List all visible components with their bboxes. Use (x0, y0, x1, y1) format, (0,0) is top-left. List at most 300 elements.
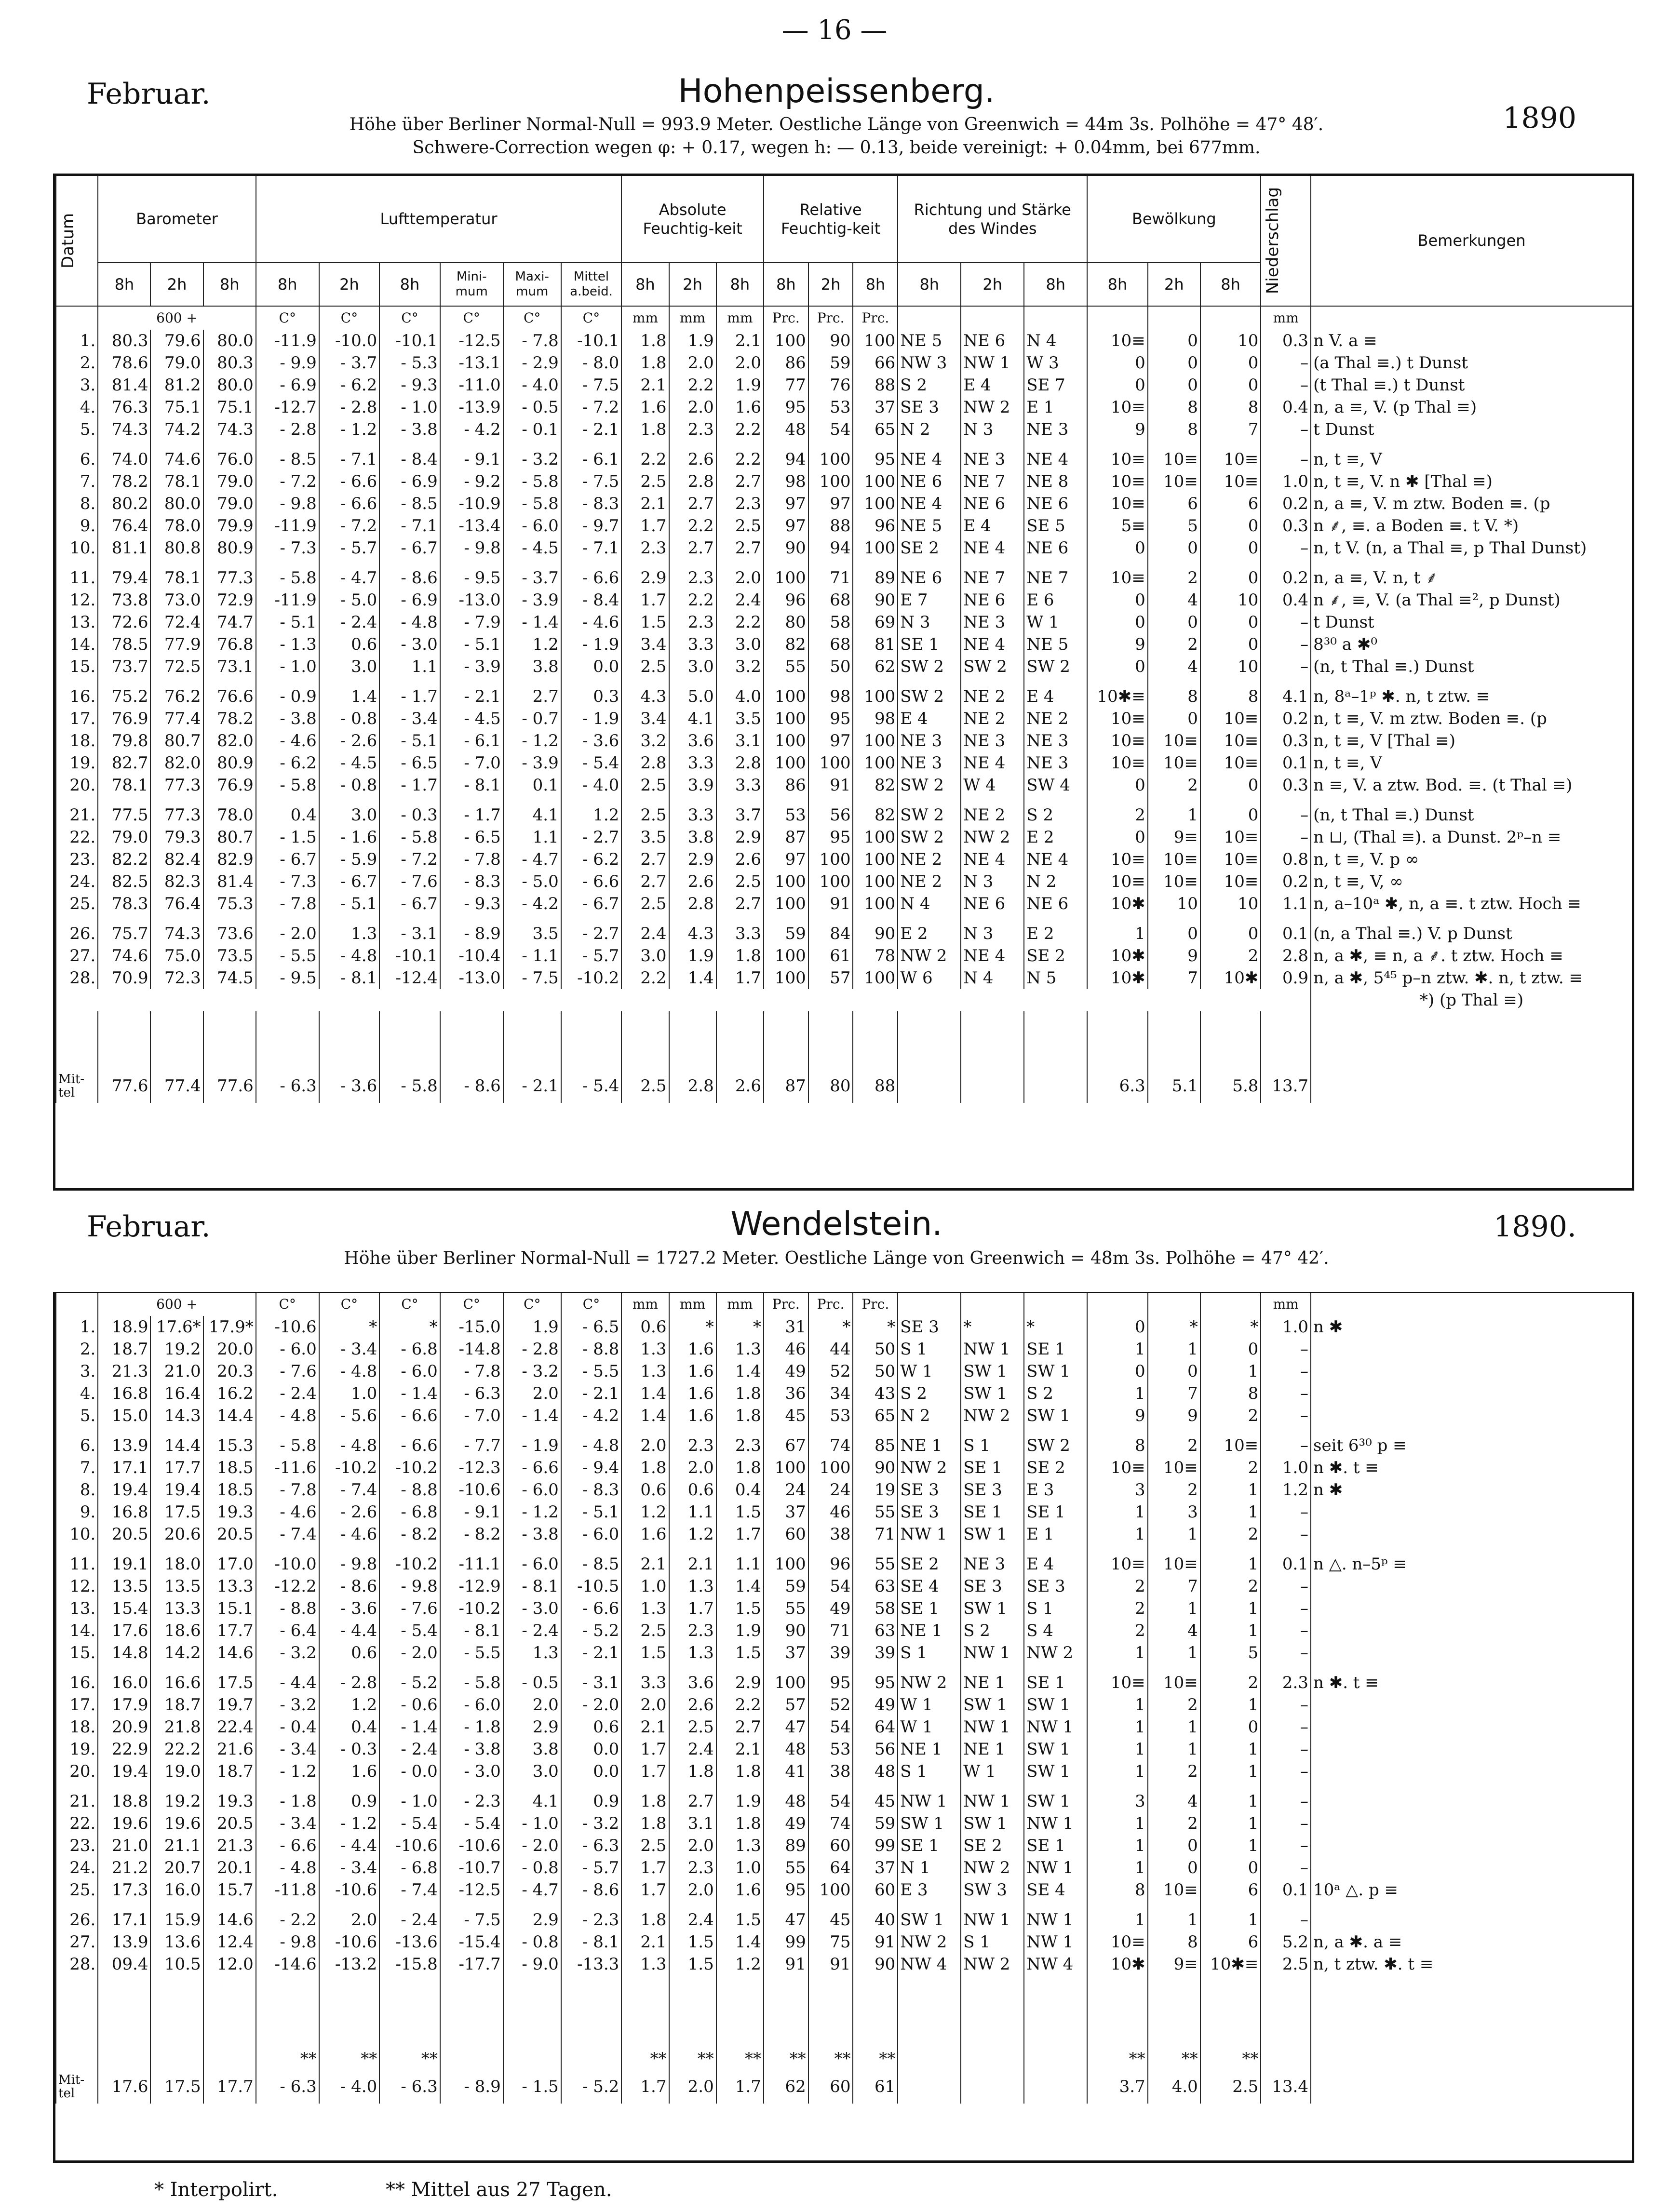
data-cell: 3.3 (669, 752, 716, 774)
table-row (56, 1642, 1632, 1664)
data-cell: - 0.4 (256, 1716, 319, 1738)
data-cell: - 2.4 (379, 1738, 440, 1760)
data-cell: 50 (853, 1360, 898, 1382)
data-cell: 2.1 (621, 1545, 669, 1575)
data-cell: 1.3 (621, 1360, 669, 1382)
remark-cell: 10ᵃ △. p ≡ (1311, 1879, 1632, 1901)
table-row (56, 871, 1632, 893)
data-cell: 2.5 (716, 515, 764, 537)
data-cell: 97 (764, 515, 808, 537)
data-cell: 31 (764, 1316, 808, 1338)
mean-cell: 77.6 (98, 1069, 150, 1103)
data-cell: - 7.0 (440, 752, 503, 774)
data-cell: 1.8 (621, 352, 669, 374)
data-cell: - 3.4 (256, 1738, 319, 1760)
data-cell: NW 1 (1024, 1716, 1087, 1738)
data-cell: 10≡ (1200, 441, 1261, 470)
table-row (56, 374, 1632, 396)
data-cell: 15.9 (150, 1901, 203, 1931)
data-cell: - 0.6 (379, 1694, 440, 1716)
data-cell: 56 (853, 1738, 898, 1760)
data-cell: 84 (808, 915, 853, 945)
data-cell: - 3.2 (503, 1360, 561, 1382)
data-cell: - 6.9 (379, 589, 440, 611)
data-cell: 18.7 (150, 1694, 203, 1716)
data-cell: 73.8 (98, 589, 150, 611)
data-cell: - 3.9 (503, 752, 561, 774)
data-cell: 10≡ (1087, 1931, 1148, 1953)
data-cell: 19.0 (150, 1760, 203, 1783)
mean-mark: ** (853, 2048, 898, 2070)
data-cell: 82 (853, 796, 898, 826)
data-cell: NW 2 (898, 1931, 961, 1953)
data-cell: 0 (1200, 774, 1261, 796)
row-date: 28. (56, 967, 98, 989)
remark-cell (1311, 1901, 1632, 1931)
data-cell: 48 (853, 1760, 898, 1783)
data-cell: - 1.2 (319, 1812, 380, 1835)
remark-cell (1311, 1597, 1632, 1620)
data-cell: - 2.7 (561, 826, 622, 848)
data-cell: 76.4 (150, 893, 203, 915)
data-cell: 14.3 (150, 1405, 203, 1427)
remark-cell: n V. a ≡ (1311, 330, 1632, 352)
empty-cell (503, 1975, 561, 2048)
table-row (56, 1316, 1632, 1338)
data-cell: 72.4 (150, 611, 203, 633)
data-cell: 98 (764, 470, 808, 493)
data-cell: 10✱≡ (1087, 678, 1148, 708)
data-cell: - 8.6 (379, 559, 440, 589)
data-cell: 82.2 (98, 848, 150, 871)
data-cell: 2.8 (669, 470, 716, 493)
data-cell: 19.1 (98, 1545, 150, 1575)
data-cell: 77.3 (150, 774, 203, 796)
data-cell: 37 (764, 1501, 808, 1523)
table-row (56, 708, 1632, 730)
remark-cell: n, a ≡, V. m ztw. Boden ≡. (p (1311, 493, 1632, 515)
table-row (56, 330, 1632, 352)
data-cell: 77 (764, 374, 808, 396)
table-row (56, 352, 1632, 374)
data-cell: 1.1 (379, 656, 440, 678)
data-cell: NE 5 (898, 515, 961, 537)
data-cell: NE 4 (961, 848, 1024, 871)
unit-cell: C° (319, 306, 380, 330)
data-cell: -11.1 (440, 1545, 503, 1575)
data-cell: 21.3 (203, 1835, 256, 1857)
data-cell: - 3.9 (440, 656, 503, 678)
data-cell: 77.5 (98, 796, 150, 826)
table-row (56, 1597, 1632, 1620)
mean-mark: ** (1148, 2048, 1200, 2070)
data-cell: -10.1 (379, 330, 440, 352)
table-row (56, 537, 1632, 559)
data-cell: 0 (1200, 559, 1261, 589)
data-cell: 80.0 (203, 374, 256, 396)
mean-mark (203, 2048, 256, 2070)
data-cell: 100 (808, 470, 853, 493)
data-cell: 0 (1148, 611, 1200, 633)
data-cell: 2.7 (621, 871, 669, 893)
data-cell: SW 2 (898, 826, 961, 848)
data-cell: - 7.5 (503, 967, 561, 989)
data-cell: - 5.0 (319, 589, 380, 611)
data-cell: 0 (1087, 774, 1148, 796)
mean-cell: 62 (764, 2070, 808, 2104)
data-cell: E 4 (961, 515, 1024, 537)
mean-mark: ** (764, 2048, 808, 2070)
empty-cell (764, 1975, 808, 2048)
data-cell: - 5.2 (379, 1664, 440, 1694)
data-cell: - 7.5 (561, 470, 622, 493)
empty-cell (1087, 1975, 1148, 2048)
data-cell: 10≡ (1148, 752, 1200, 774)
data-cell: - 5.7 (319, 537, 380, 559)
data-cell: 79.9 (203, 515, 256, 537)
row-date: 15. (56, 656, 98, 678)
empty-cell (56, 989, 1311, 1011)
data-cell: 76.9 (203, 774, 256, 796)
col-lufttemperatur: Lufttemperatur (256, 176, 622, 263)
data-cell: 1.3 (669, 1575, 716, 1597)
data-cell: 10✱ (1087, 1953, 1148, 1975)
data-cell: 1.7 (621, 1760, 669, 1783)
data-cell: - 5.1 (319, 893, 380, 915)
data-cell: 91 (808, 774, 853, 796)
sub-8h: 8h (203, 263, 256, 306)
data-cell: 54 (808, 1575, 853, 1597)
data-cell: 4 (1148, 656, 1200, 678)
data-cell: NE 4 (961, 537, 1024, 559)
data-cell: SW 1 (1024, 1694, 1087, 1716)
data-cell: - 6.0 (503, 1545, 561, 1575)
data-cell: 46 (808, 1501, 853, 1523)
data-cell: 94 (808, 537, 853, 559)
remark-cell: n ≡, V. a ztw. Bod. ≡. (t Thal ≡) (1311, 774, 1632, 796)
data-cell: 1.5 (669, 1931, 716, 1953)
data-cell: 2.0 (669, 1835, 716, 1857)
data-cell: - 5.4 (379, 1620, 440, 1642)
spacer-row (56, 1975, 1632, 2048)
data-cell: - 8.0 (561, 352, 622, 374)
data-cell: NE 2 (961, 796, 1024, 826)
data-cell: -13.9 (440, 396, 503, 418)
data-cell: 7 (1148, 1382, 1200, 1405)
data-cell: 5.2 (1261, 1931, 1311, 1953)
mean-mark: ** (808, 2048, 853, 2070)
data-cell: 0.1 (503, 774, 561, 796)
table-row (56, 493, 1632, 515)
row-date: 3. (56, 374, 98, 396)
data-cell: - 3.1 (561, 1664, 622, 1694)
data-table-hohenpeissenberg (55, 176, 1632, 1103)
sub-maximum: Maxi-mum (503, 263, 561, 306)
data-cell: -10.0 (319, 330, 380, 352)
data-cell: SW 2 (961, 656, 1024, 678)
data-cell: NE 3 (961, 611, 1024, 633)
unit-cell: C° (379, 1293, 440, 1316)
remark-cell (1311, 1501, 1632, 1523)
empty-cell (561, 1975, 622, 2048)
data-cell: - 4.4 (256, 1664, 319, 1694)
data-cell: 2.0 (669, 1457, 716, 1479)
data-cell: – (1261, 1405, 1311, 1427)
remark-cell (1311, 1760, 1632, 1783)
data-cell: SE 2 (1024, 1457, 1087, 1479)
data-cell: - 8.6 (561, 1879, 622, 1901)
data-cell: NW 2 (961, 1857, 1024, 1879)
data-cell: 2.3 (716, 1427, 764, 1457)
data-cell: 82.9 (203, 848, 256, 871)
station-title: Hohenpeissenberg. (678, 72, 995, 110)
data-cell: 78.2 (98, 470, 150, 493)
data-cell: 5≡ (1087, 515, 1148, 537)
data-cell: 80.8 (150, 537, 203, 559)
data-cell: 20.1 (203, 1857, 256, 1879)
data-cell: 2 (1200, 1523, 1261, 1545)
empty-cell (1261, 1011, 1311, 1069)
data-cell: 0.9 (561, 1783, 622, 1812)
data-cell: 1.7 (621, 1857, 669, 1879)
unit-cell (898, 306, 961, 330)
data-cell: 10✱ (1087, 967, 1148, 989)
data-cell: 1.3 (621, 1338, 669, 1360)
remark-cell: n, 8ᵃ–1ᵖ ✱. n, t ztw. ≡ (1311, 678, 1632, 708)
data-cell: 2.5 (716, 871, 764, 893)
mean-mark: ** (1087, 2048, 1148, 2070)
unit-cell (1311, 306, 1632, 330)
mean-cell: 61 (853, 2070, 898, 2104)
mean-mark: ** (256, 2048, 319, 2070)
data-cell: 2.1 (669, 1545, 716, 1575)
data-cell: - 8.8 (379, 1479, 440, 1501)
data-cell: 87 (764, 826, 808, 848)
data-cell: - 3.8 (440, 1738, 503, 1760)
data-cell: 3.1 (669, 1812, 716, 1835)
data-cell: - 7.5 (561, 374, 622, 396)
data-cell: - 2.6 (319, 1501, 380, 1523)
data-cell: - 3.0 (503, 1597, 561, 1620)
data-cell: - 9.5 (440, 559, 503, 589)
data-cell: NE 6 (898, 470, 961, 493)
data-cell: NE 2 (961, 708, 1024, 730)
data-cell: 1.4 (716, 1931, 764, 1953)
unit-cell: mm (669, 306, 716, 330)
sub-2h: 2h (150, 263, 203, 306)
data-cell: 22.4 (203, 1716, 256, 1738)
data-cell: 0 (1087, 537, 1148, 559)
data-cell: W 1 (898, 1694, 961, 1716)
remark-cell: n, t ztw. ✱. t ≡ (1311, 1953, 1632, 1975)
empty-cell (621, 1011, 669, 1069)
table-row (56, 1360, 1632, 1382)
mean-cell (1311, 2070, 1632, 2104)
unit-cell: C° (319, 1293, 380, 1316)
data-cell: - 9.8 (256, 1931, 319, 1953)
mean-mark: ** (1200, 2048, 1261, 2070)
data-cell: 2.3 (669, 611, 716, 633)
data-cell: 1 (1087, 1738, 1148, 1760)
row-date: 7. (56, 470, 98, 493)
data-cell: - 8.6 (319, 1575, 380, 1597)
data-cell: 76.2 (150, 678, 203, 708)
data-cell: 0.1 (1261, 1879, 1311, 1901)
remark-cell (1311, 1783, 1632, 1812)
data-cell: 2.2 (716, 418, 764, 441)
month-label: Februar. (87, 1210, 211, 1244)
empty-cell (808, 1011, 853, 1069)
data-cell: 15.1 (203, 1597, 256, 1620)
data-cell: 70.9 (98, 967, 150, 989)
data-cell: 100 (764, 871, 808, 893)
data-cell: – (1261, 1523, 1311, 1545)
mean-row (56, 1069, 1632, 1103)
data-cell: 81 (853, 633, 898, 656)
data-cell: NE 3 (1024, 418, 1087, 441)
data-cell: 100 (853, 848, 898, 871)
mean-cell: - 5.4 (561, 1069, 622, 1103)
unit-cell (1087, 1293, 1148, 1316)
unit-cell (1148, 306, 1200, 330)
data-cell: 10 (1148, 893, 1200, 915)
data-cell: 20.7 (150, 1857, 203, 1879)
remark-cell (1311, 1716, 1632, 1738)
data-cell: – (1261, 1642, 1311, 1664)
row-date: 1. (56, 1316, 98, 1338)
data-cell: 96 (853, 515, 898, 537)
data-cell: 43 (853, 1382, 898, 1405)
data-cell: * (1148, 1316, 1200, 1338)
data-cell: 14.6 (203, 1642, 256, 1664)
data-cell: - 1.4 (379, 1716, 440, 1738)
data-cell: - 4.6 (256, 730, 319, 752)
data-cell: - 3.1 (379, 915, 440, 945)
data-cell: - 4.0 (561, 774, 622, 796)
data-cell: 19.7 (203, 1694, 256, 1716)
footnote-row-text: *) (p Thal ≡) (1311, 989, 1632, 1011)
data-cell: – (1261, 1835, 1311, 1857)
data-cell: – (1261, 633, 1311, 656)
data-cell: 95 (764, 1879, 808, 1901)
data-cell: -15.4 (440, 1931, 503, 1953)
data-cell: 1.6 (669, 1382, 716, 1405)
table-row (56, 559, 1632, 589)
data-cell: 19.2 (150, 1783, 203, 1812)
data-cell: 1 (1087, 1901, 1148, 1931)
unit-cell (1024, 306, 1087, 330)
empty-cell (150, 1975, 203, 2048)
data-cell: N 3 (961, 915, 1024, 945)
data-cell: 2.3 (716, 493, 764, 515)
data-cell: – (1261, 441, 1311, 470)
data-cell: - 4.2 (440, 418, 503, 441)
data-cell: 3.3 (716, 774, 764, 796)
data-cell: 49 (853, 1694, 898, 1716)
data-cell: - 7.8 (440, 848, 503, 871)
mean-cell: 88 (853, 1069, 898, 1103)
data-cell: S 1 (961, 1931, 1024, 1953)
data-cell: 20.5 (203, 1812, 256, 1835)
data-cell: 10≡ (1087, 1545, 1148, 1575)
empty-cell (561, 1011, 622, 1069)
data-cell: 3.3 (669, 633, 716, 656)
data-cell: 72.6 (98, 611, 150, 633)
data-cell: 47 (764, 1716, 808, 1738)
data-cell: 3.6 (669, 1664, 716, 1694)
data-cell: -12.5 (440, 1879, 503, 1901)
data-cell: 75.2 (98, 678, 150, 708)
data-cell: - 7.6 (379, 1597, 440, 1620)
data-cell: 54 (808, 1783, 853, 1812)
data-cell: 2.5 (1261, 1953, 1311, 1975)
mean-mark: ** (716, 2048, 764, 2070)
data-cell: 2.4 (621, 915, 669, 945)
data-cell: SE 3 (898, 1316, 961, 1338)
data-cell: - 2.1 (561, 418, 622, 441)
unit-cell: Prc. (764, 1293, 808, 1316)
data-cell: -11.9 (256, 515, 319, 537)
mean-label: Mit-tel (56, 2070, 98, 2104)
data-cell: 22.2 (150, 1738, 203, 1760)
data-cell: 1.0 (716, 1857, 764, 1879)
row-date: 13. (56, 1597, 98, 1620)
mean-cell: - 6.3 (379, 2070, 440, 2104)
data-cell: NW 2 (961, 1953, 1024, 1975)
empty-cell (1200, 1975, 1261, 2048)
data-cell: 89 (764, 1835, 808, 1857)
data-cell: 78.6 (98, 352, 150, 374)
table-row (56, 1760, 1632, 1783)
data-cell: 1 (1200, 1597, 1261, 1620)
data-cell: SE 1 (898, 1597, 961, 1620)
data-cell: 58 (853, 1597, 898, 1620)
data-cell: W 3 (1024, 352, 1087, 374)
data-cell: - 5.8 (379, 826, 440, 848)
data-cell: 10≡ (1148, 470, 1200, 493)
data-cell: 78.3 (98, 893, 150, 915)
col-rel-feuchtigkeit: Relative Feuchtig-keit (764, 176, 898, 263)
data-cell: 1.0 (1261, 470, 1311, 493)
data-cell: - 2.2 (256, 1901, 319, 1931)
data-cell: 3 (1087, 1783, 1148, 1812)
row-date: 11. (56, 1545, 98, 1575)
data-cell: -12.7 (256, 396, 319, 418)
data-cell: 10≡ (1087, 441, 1148, 470)
data-cell: 100 (764, 1457, 808, 1479)
data-cell: 41 (764, 1760, 808, 1783)
data-cell: 50 (853, 1338, 898, 1360)
data-cell: - 9.2 (440, 470, 503, 493)
data-cell: 1.4 (716, 1575, 764, 1597)
remark-cell: n, t ≡, V. m ztw. Boden ≡. (p (1311, 708, 1632, 730)
row-date: 21. (56, 1783, 98, 1812)
row-date: 8. (56, 493, 98, 515)
remark-cell: n ⸙, ≡. a Boden ≡. t V. *) (1311, 515, 1632, 537)
mean-cell: - 5.8 (379, 1069, 440, 1103)
data-cell: 15.7 (203, 1879, 256, 1901)
data-cell: 4 (1148, 1783, 1200, 1812)
data-cell: 1.8 (621, 330, 669, 352)
data-cell: 2.9 (716, 826, 764, 848)
data-cell: 91 (764, 1953, 808, 1975)
data-cell: -13.1 (440, 352, 503, 374)
data-cell: 10≡ (1148, 848, 1200, 871)
sub-2h: 2h (808, 263, 853, 306)
data-cell: - 8.1 (319, 967, 380, 989)
sub-mittel: Mittel a.beid. (561, 263, 622, 306)
data-cell: 3.9 (669, 774, 716, 796)
